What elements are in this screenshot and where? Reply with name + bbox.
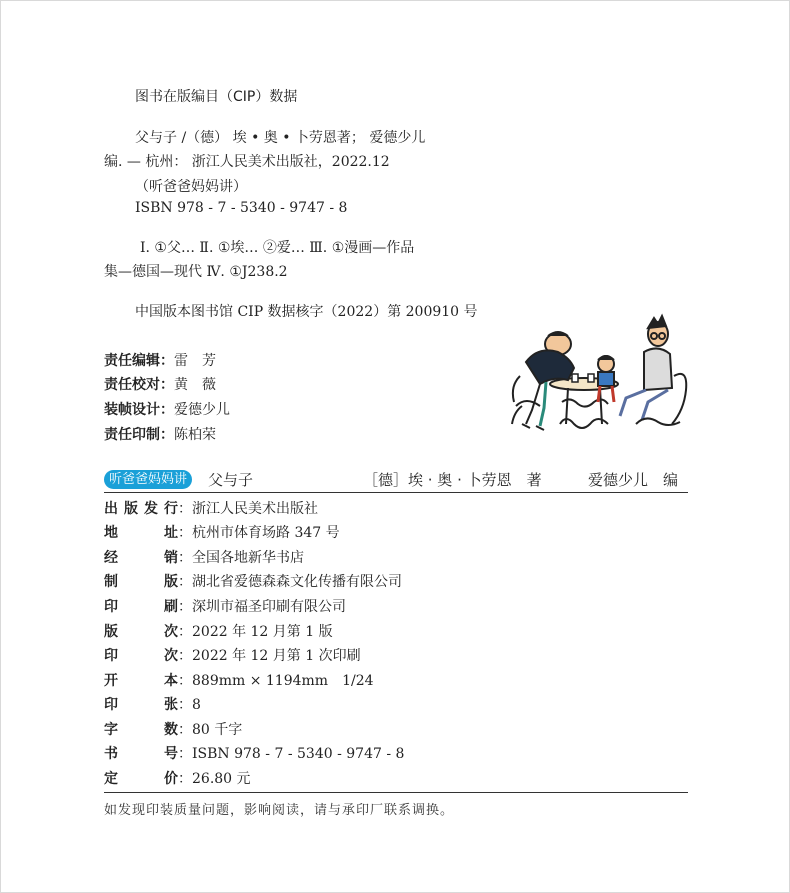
- publication-value: 浙江人民美术出版社: [192, 501, 318, 517]
- responsibility-value: 雷 芳: [174, 353, 216, 369]
- publication-value: 889mm × 1194mm 1/24: [192, 673, 374, 689]
- publication-value: 全国各地新华书店: [192, 550, 304, 566]
- responsibility-row: [104, 424, 216, 444]
- responsibility-label: 责任编辑：: [104, 353, 174, 369]
- publication-label: 版 次: [104, 624, 178, 640]
- footer-rule: [104, 792, 688, 793]
- publication-label: 书 号: [104, 746, 178, 762]
- publication-value: 8: [192, 697, 201, 713]
- publication-value: 2022 年 12 月第 1 版: [192, 624, 333, 640]
- responsibility-value: 黄 薇: [174, 377, 216, 393]
- responsibility-label: 责任校对：: [104, 377, 174, 393]
- publication-label: 经 销: [104, 550, 178, 566]
- cip-classification-line-2: 集—德国—现代 Ⅳ. ①J238.2: [104, 264, 288, 280]
- cip-isbn-line: ISBN 978 - 7 - 5340 - 9747 - 8: [135, 200, 348, 216]
- publication-row: 印 张：8: [104, 694, 201, 714]
- publication-value: ISBN 978 - 7 - 5340 - 9747 - 8: [192, 746, 405, 762]
- publication-label: 地 址: [104, 525, 178, 541]
- publication-row: 地 址：杭州市体育场路 347 号: [104, 522, 340, 542]
- quality-notice: 如发现印装质量问题，影响阅读，请与承印厂联系调换。: [104, 803, 455, 818]
- responsibility-value: 爱德少儿: [174, 402, 230, 418]
- publication-label: 定 价: [104, 771, 178, 787]
- cip-line-1: 父与子 /（德） 埃 • 奥 • 卜劳恩著； 爱德少儿: [135, 130, 426, 146]
- publication-row: 经 销：全国各地新华书店: [104, 547, 304, 567]
- book-header: [104, 469, 688, 491]
- publication-row: 印 刷：深圳市福圣印刷有限公司: [104, 596, 346, 616]
- responsibility-label: 装帧设计：: [104, 402, 174, 418]
- publication-value: 2022 年 12 月第 1 次印刷: [192, 648, 361, 664]
- book-editor: 爱德少儿 编: [588, 471, 679, 489]
- cip-record-number: 中国版本图书馆 CIP 数据核字（2022）第 200910 号: [135, 304, 478, 320]
- cip-line-2: 编. — 杭州： 浙江人民美术出版社，2022.12: [104, 154, 390, 170]
- publication-value: 深圳市福圣印刷有限公司: [192, 599, 346, 615]
- publication-row: 字 数：80 千字: [104, 719, 242, 739]
- publication-row: 定 价：26.80 元: [104, 768, 251, 788]
- publication-label: 印 次: [104, 648, 178, 664]
- publication-label: 字 数: [104, 722, 178, 738]
- publication-label: 印 刷: [104, 599, 178, 615]
- responsibility-row: [104, 399, 230, 419]
- cip-heading: 图书在版编目（CIP）数据: [135, 89, 298, 105]
- publication-row: 出版发行：浙江人民美术出版社: [104, 498, 318, 518]
- cip-series-line: （听爸爸妈妈讲）: [135, 179, 247, 195]
- publication-row: 版 次：2022 年 12 月第 1 版: [104, 621, 333, 641]
- publication-row: 印 次：2022 年 12 月第 1 次印刷: [104, 645, 361, 665]
- publication-label: 出版发行: [104, 501, 178, 517]
- cip-classification-line: Ⅰ. ①父… Ⅱ. ①埃… ②爱… Ⅲ. ①漫画—作品: [140, 240, 415, 256]
- publication-row: 书 号：ISBN 978 - 7 - 5340 - 9747 - 8: [104, 743, 404, 763]
- publication-row: 制 版：湖北省爱德森森文化传播有限公司: [104, 571, 402, 591]
- series-badge: 听爸爸妈妈讲: [104, 470, 192, 489]
- publication-row: 开 本：889mm × 1194mm 1/24: [104, 670, 374, 690]
- responsibility-label: 责任印制：: [104, 427, 174, 443]
- publication-value: 湖北省爱德森森文化传播有限公司: [192, 574, 402, 590]
- publication-value: 杭州市体育场路 347 号: [192, 525, 340, 541]
- book-title: 父与子: [208, 471, 254, 489]
- cartoon-illustration: [496, 306, 700, 442]
- header-rule: [104, 492, 688, 493]
- publication-value: 26.80 元: [192, 771, 251, 787]
- responsibility-row: [104, 350, 216, 370]
- publication-value: 80 千字: [192, 722, 243, 738]
- publication-label: 印 张: [104, 697, 178, 713]
- responsibility-value: 陈柏荣: [174, 427, 216, 443]
- publication-label: 制 版: [104, 574, 178, 590]
- book-author: ［德］埃 · 奥 · 卜劳恩 著: [363, 471, 542, 489]
- publication-label: 开 本: [104, 673, 178, 689]
- responsibility-row: [104, 374, 216, 394]
